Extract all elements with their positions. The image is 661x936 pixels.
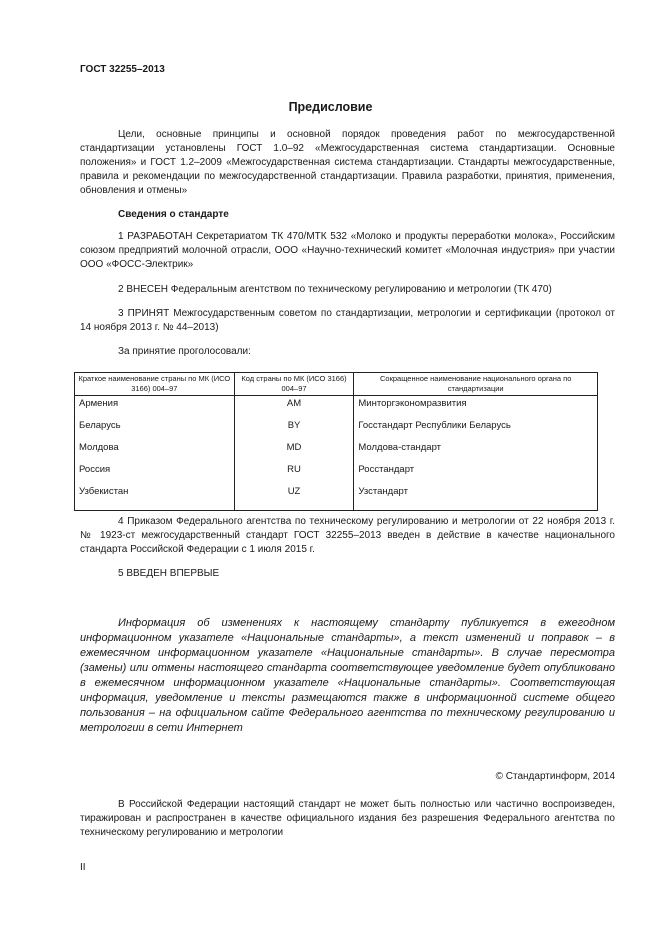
- body-cell: Узстандарт: [354, 486, 598, 511]
- code-cell: RU: [234, 464, 354, 486]
- item-developed: 1 РАЗРАБОТАН Секретариатом ТК 470/МТК 532 «Молоко и продукты переработки молока», Российским союзом предприятий молочной отрасли, ООО «Научно-технический комитет «Молочная индустрия» при участии ООО «ФОСС-Электрик»: [80, 231, 615, 270]
- code-cell: AM: [234, 396, 354, 421]
- code-cell: UZ: [234, 486, 354, 511]
- country-cell: Армения: [75, 396, 235, 421]
- country-cell: Узбекистан: [75, 486, 235, 511]
- table-row: [75, 486, 598, 511]
- table-row: [75, 420, 598, 442]
- table-row: [75, 396, 598, 421]
- table-row: [75, 464, 598, 486]
- standard-info-heading: Сведения о стандарте: [118, 209, 229, 220]
- column-header-code: Код страны по МК (ИСО 3166) 004–97: [234, 373, 354, 396]
- item-order: 4 Приказом Федерального агентства по техническому регулированию и метрологии от 22 ноября 2013 г. № 1923-ст межгосударственный стандарт ГОСТ 32255–2013 введен в действие в качестве национального стандарта Российской Федерации с 1 июля 2015 г.: [80, 516, 615, 555]
- code-cell: MD: [234, 442, 354, 464]
- column-header-country: Краткое наименование страны по МК (ИСО 3166) 004–97: [75, 373, 235, 396]
- table-header-row: [75, 373, 598, 396]
- page-title: Предисловие: [288, 100, 373, 114]
- column-header-body: Сокращенное наименование национального органа по стандартизации: [354, 373, 598, 396]
- page-number: II: [80, 862, 86, 873]
- country-cell: Молдова: [75, 442, 235, 464]
- item-adopted: 3 ПРИНЯТ Межгосударственным советом по стандартизации, метрологии и сертификации (протокол от 14 ноября 2013 г. № 44–2013): [80, 308, 615, 333]
- item-first-introduced: 5 ВВЕДЕН ВПЕРВЫЕ: [118, 568, 220, 579]
- copyright: © Стандартинформ, 2014: [495, 771, 615, 782]
- country-cell: Россия: [75, 464, 235, 486]
- changes-notice: Информация об изменениях к настоящему стандарту публикуется в ежегодном информационном указателе «Национальные стандарты», а текст изменений и поправок – в ежемесячном информационном указателе «Национальные стандарты». В случае пересмотра (замены) или отмены настоящего стандарта соответствующее уведомление будет опубликовано в ежемесячном информационном указателе «Национальные стандарты». Соответствующая информация, уведомление и тексты размещаются также в информационной системе общего пользования – на официальном сайте Федерального агентства по техническому регулированию и метрологии в сети Интернет: [80, 617, 615, 734]
- document-code: ГОСТ 32255–2013: [80, 64, 165, 75]
- body-cell: Молдова-стандарт: [354, 442, 598, 464]
- body-cell: Минторгэкономразвития: [354, 396, 598, 421]
- body-cell: Росстандарт: [354, 464, 598, 486]
- vote-label: За принятие проголосовали:: [118, 346, 251, 357]
- reproduction-notice: В Российской Федерации настоящий стандарт не может быть полностью или частично воспроизведен, тиражирован и распространен в качестве официального издания без разрешения Федерального агентства по техническому регулированию и метрологии: [80, 799, 615, 838]
- item-introduced: 2 ВНЕСЕН Федеральным агентством по техническому регулированию и метрологии (ТК 470): [118, 284, 552, 295]
- table-row: [75, 442, 598, 464]
- body-cell: Госстандарт Республики Беларусь: [354, 420, 598, 442]
- voting-table: [74, 372, 598, 511]
- country-cell: Беларусь: [75, 420, 235, 442]
- intro-paragraph: Цели, основные принципы и основной порядок проведения работ по межгосударственной стандартизации установлены ГОСТ 1.0–92 «Межгосударственная система стандартизации. Основные положения» и ГОСТ 1.2–2009 «Межгосударственная система стандартизации. Стандарты межгосударственные, правила и рекомендации по межгосударственной стандартизации. Правила разработки, принятия, применения, обновления и отмены»: [80, 129, 615, 196]
- code-cell: BY: [234, 420, 354, 442]
